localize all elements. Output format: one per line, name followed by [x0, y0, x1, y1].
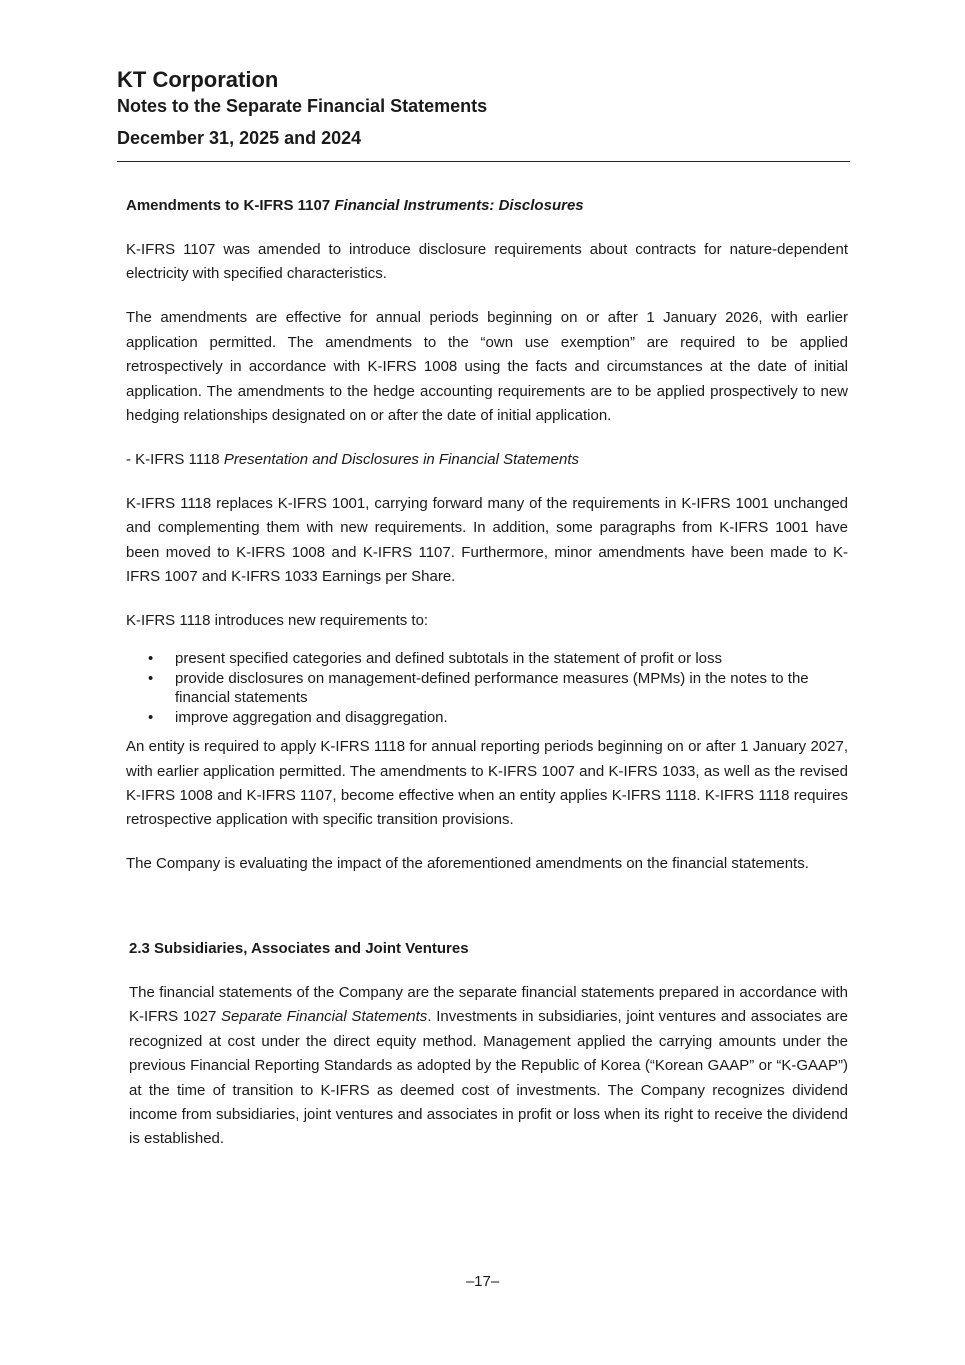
main-content — [126, 194, 848, 896]
section-2-3-heading: 2.3 Subsidiaries, Associates and Joint Ventures — [129, 940, 469, 957]
amend1107-heading — [126, 194, 848, 218]
amend1107-heading-italic: Financial Instruments: Disclosures — [334, 197, 584, 214]
ifrs1118-heading-prefix: - K-IFRS 1118 — [126, 451, 224, 469]
ifrs1118-paragraph-2: An entity is required to apply K-IFRS 1118 for annual reporting periods beginning on or after 1 January 2027, with earlier application permitted. The amendments to K-IFRS 1007 and K-IFRS 1033, as well as the revised K-IFRS 1008 and K-IFRS 1107, become effective when an entity applies K-IFRS 1118. K-IFRS 1118 requires retrospective application with specific transition provisions. — [126, 738, 848, 829]
section-2-3-paragraph — [129, 981, 848, 1152]
ifrs1118-bullet-list — [126, 649, 848, 727]
list-item: • present specified categories and defined subtotals in the statement of profit or loss — [175, 649, 848, 669]
section-2-3-text-part2: . Investments in subsidiaries, joint ventures and associates are recognized at cost under the direct equity method. Management applied the carrying amounts under the previous Financial Reporting Standards as adopted by the Republic of Korea (“Korean GAAP” or “K-GAAP”) at the time of transition to K-IFRS as deemed cost of investments. The Company recognizes dividend income from subsidiaries, joint ventures and associates in profit or loss when its right to receive the dividend is established. — [129, 1008, 848, 1148]
page-number: –17– — [465, 1273, 500, 1290]
company-name: KT Corporation — [117, 67, 279, 92]
ifrs1118-heading — [126, 448, 848, 472]
ifrs1118-paragraph-1: K-IFRS 1118 replaces K-IFRS 1001, carrying forward many of the requirements in K-IFRS 1001 unchanged and complementing them with new requirements. In addition, some paragraphs from K-IFRS 1001 have been moved to K-IFRS 1008 and K-IFRS 1107. Furthermore, minor amendments have been made to K-IFRS 1007 and K-IFRS 1033 Earnings per Share. — [126, 495, 848, 586]
list-item: • provide disclosures on management-defined performance measures (MPMs) in the notes to the financial statements — [175, 669, 848, 708]
header-divider — [117, 161, 850, 162]
section-2-3 — [129, 937, 848, 1171]
section-2-3-text-part1: The financial statements of the Company are the separate financial statements prepared in accordance with K-IFRS 1027 — [129, 984, 848, 1026]
reporting-period: December 31, 2025 and 2024 — [117, 128, 362, 148]
ifrs1118-heading-italic: Presentation and Disclosures in Financial Statements — [223, 451, 579, 469]
page-header — [117, 66, 850, 150]
list-item: • improve aggregation and disaggregation. — [175, 708, 848, 728]
ifrs1118-intro: K-IFRS 1118 introduces new requirements to: — [126, 612, 429, 630]
amend1107-heading-bold: Amendments to K-IFRS 1107 — [126, 197, 335, 214]
ifrs1118-paragraph-3: The Company is evaluating the impact of the aforementioned amendments on the financial statements. — [126, 855, 809, 873]
amend1107-paragraph-2: The amendments are effective for annual periods beginning on or after 1 January 2026, with earlier application permitted. The amendments to the “own use exemption” are required to be applied retrospectively in accordance with K-IFRS 1008 using the facts and circumstances at the date of initial application. The amendments to the hedge accounting requirements are to be applied prospectively to new hedging relationships designated on or after the date of initial application. — [126, 309, 848, 425]
amend1107-paragraph-1: K-IFRS 1107 was amended to introduce disclosure requirements about contracts for nature-dependent electricity with specified characteristics. — [126, 241, 848, 283]
section-2-3-text-italic: Separate Financial Statements — [221, 1008, 428, 1026]
document-title: Notes to the Separate Financial Statements — [117, 96, 488, 116]
